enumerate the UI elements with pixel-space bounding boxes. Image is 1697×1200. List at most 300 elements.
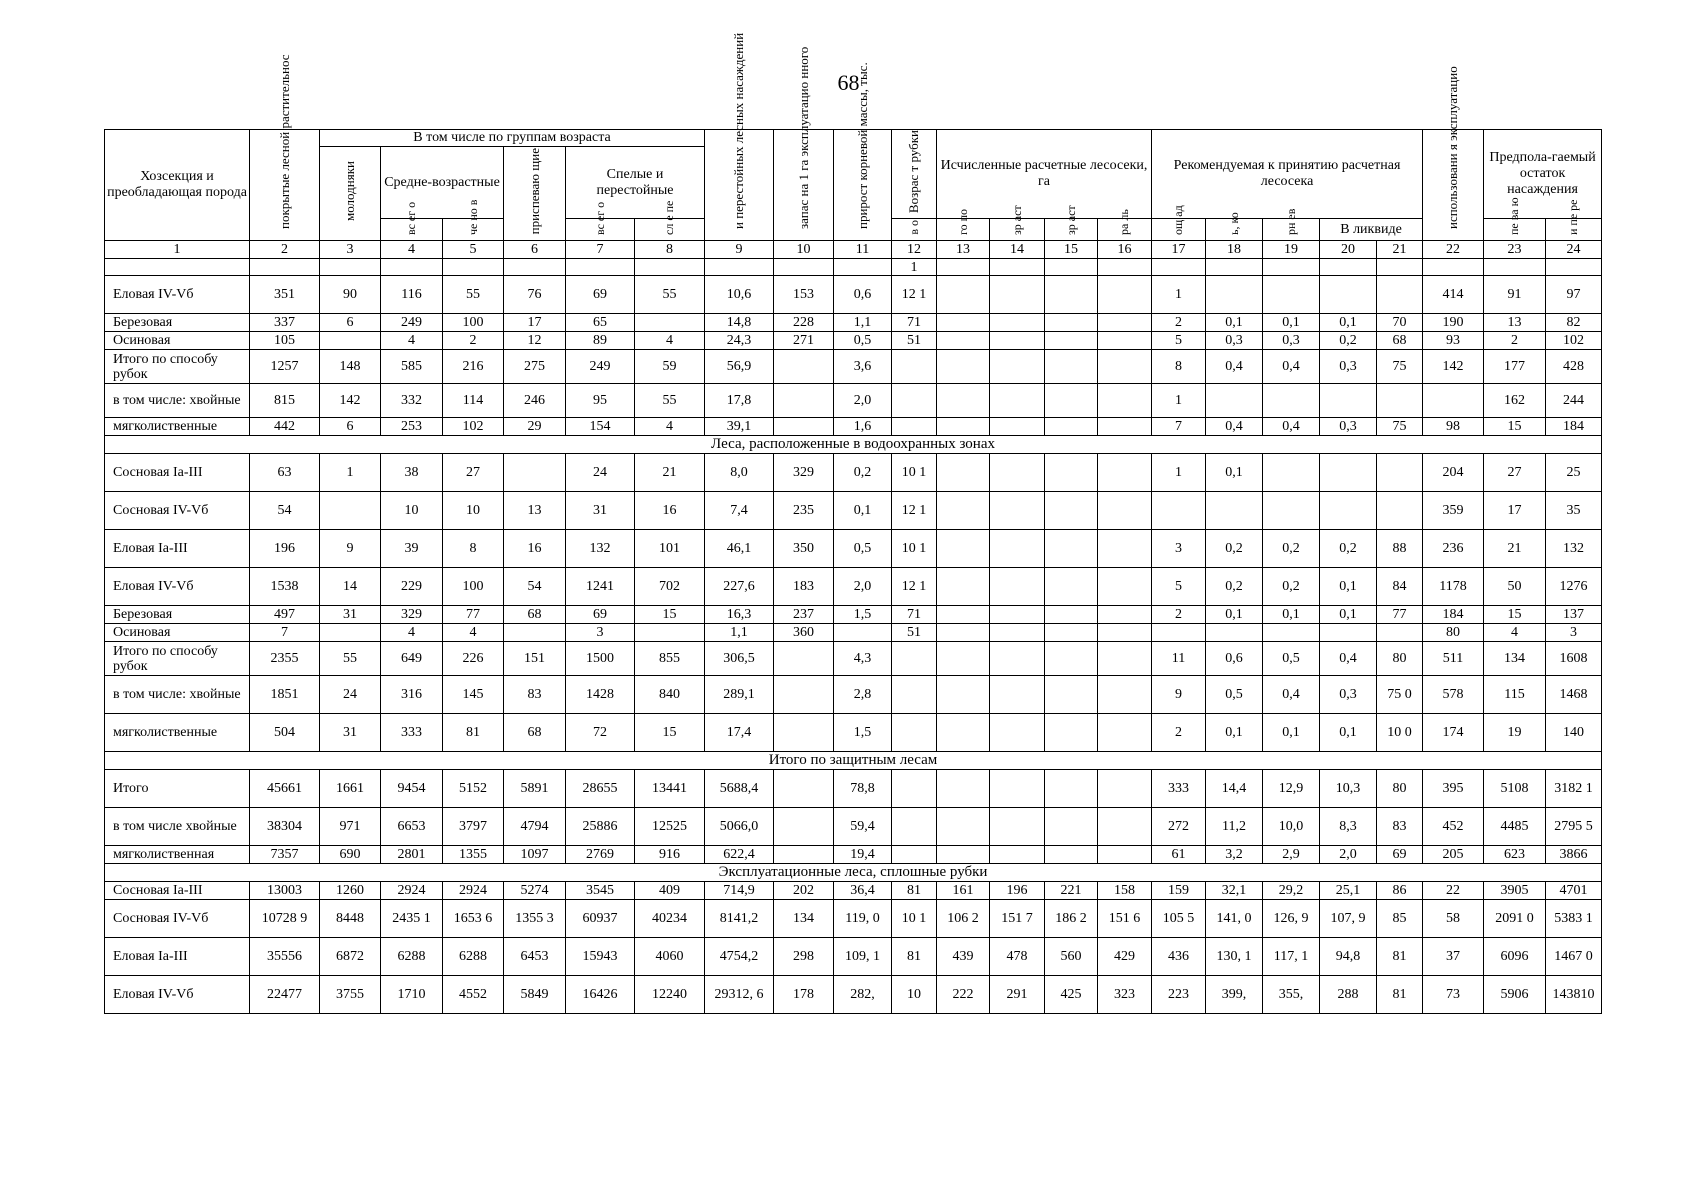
table-cell [1423, 384, 1484, 418]
table-cell [1098, 846, 1152, 864]
table-cell: 69 [566, 276, 635, 314]
table-cell: 246 [504, 384, 566, 418]
table-cell: 2 [1152, 606, 1206, 624]
table-cell: 409 [635, 882, 705, 900]
table-row [105, 314, 1602, 332]
table-cell: 1538 [250, 568, 320, 606]
table-cell: 77 [443, 606, 504, 624]
table-cell [443, 259, 504, 276]
table-cell: 83 [1377, 808, 1423, 846]
table-cell [990, 714, 1045, 752]
table-cell: 55 [635, 276, 705, 314]
table-cell: 55 [443, 276, 504, 314]
table-cell: 272 [1152, 808, 1206, 846]
table-cell: 161 [937, 882, 990, 900]
table-cell: 0,1 [1263, 606, 1320, 624]
table-cell: 690 [320, 846, 381, 864]
header-mature-overmature: Спелые и перестойные [566, 147, 705, 219]
table-cell: 72 [566, 714, 635, 752]
table-cell: 1 [320, 454, 381, 492]
table-cell: 452 [1423, 808, 1484, 846]
table-cell: 1,1 [834, 314, 892, 332]
table-cell: 89 [566, 332, 635, 350]
table-cell: 971 [320, 808, 381, 846]
table-cell [1045, 276, 1098, 314]
table-cell: 109, 1 [834, 938, 892, 976]
table-cell: 95 [566, 384, 635, 418]
table-cell: 174 [1423, 714, 1484, 752]
table-cell: 815 [250, 384, 320, 418]
table-cell: 9 [1152, 676, 1206, 714]
table-cell: 12 [504, 332, 566, 350]
table-cell: 51 [892, 332, 937, 350]
table-cell: 142 [1423, 350, 1484, 384]
table-cell: 1241 [566, 568, 635, 606]
row-label: Сосновая Ia-III [105, 454, 250, 492]
table-cell: 3866 [1546, 846, 1602, 864]
table-cell: 90 [320, 276, 381, 314]
table-cell: 0,1 [1320, 314, 1377, 332]
table-cell: 102 [1546, 332, 1602, 350]
table-cell [1045, 332, 1098, 350]
table-cell: 88 [1377, 530, 1423, 568]
table-cell: 15 [1484, 606, 1546, 624]
table-cell [1320, 384, 1377, 418]
row-label: мягколиственная [105, 846, 250, 864]
table-cell: 289,1 [705, 676, 774, 714]
table-cell: 31 [320, 606, 381, 624]
table-cell: 0,5 [834, 530, 892, 568]
table-cell [1263, 259, 1320, 276]
table-cell: 116 [381, 276, 443, 314]
table-cell: 80 [1377, 770, 1423, 808]
table-cell: 13 [504, 492, 566, 530]
table-row [105, 676, 1602, 714]
table-cell: 5688,4 [705, 770, 774, 808]
row-label: Еловая Ia-III [105, 938, 250, 976]
table-cell: 13003 [250, 882, 320, 900]
table-cell: 4794 [504, 808, 566, 846]
table-cell: 142 [320, 384, 381, 418]
row-label: Итого по способу рубок [105, 350, 250, 384]
header-increment: прирост корневой массы, тыс. [834, 130, 892, 241]
table-cell [990, 846, 1045, 864]
table-cell: 15 [635, 714, 705, 752]
table-cell: 82 [1546, 314, 1602, 332]
row-label: Березовая [105, 314, 250, 332]
table-cell: 0,3 [1263, 332, 1320, 350]
table-cell: 31 [566, 492, 635, 530]
table-cell: 622,4 [705, 846, 774, 864]
table-cell: 2795 5 [1546, 808, 1602, 846]
row-label: Березовая [105, 606, 250, 624]
table-row [105, 976, 1602, 1014]
table-cell: 27 [1484, 454, 1546, 492]
table-cell: 439 [937, 938, 990, 976]
table-cell: 65 [566, 314, 635, 332]
table-cell [1320, 454, 1377, 492]
table-cell: 2924 [381, 882, 443, 900]
table-cell: 151 6 [1098, 900, 1152, 938]
table-cell [990, 314, 1045, 332]
table-cell: 22477 [250, 976, 320, 1014]
table-cell: 12 1 [892, 276, 937, 314]
table-cell: 840 [635, 676, 705, 714]
header-remaining: Предпола-гаемый остаток насаждения [1484, 130, 1602, 219]
table-cell: 0,5 [1206, 676, 1263, 714]
table-cell: 80 [1423, 624, 1484, 642]
table-cell: 249 [381, 314, 443, 332]
table-cell [1045, 808, 1098, 846]
table-row [105, 846, 1602, 864]
table-cell: 228 [774, 314, 834, 332]
table-cell: 94,8 [1320, 938, 1377, 976]
table-cell: 35 [1546, 492, 1602, 530]
table-cell: 10 1 [892, 530, 937, 568]
table-cell: 4 [381, 624, 443, 642]
column-number: 11 [834, 241, 892, 259]
table-cell: 10728 9 [250, 900, 320, 938]
table-cell: 69 [1377, 846, 1423, 864]
table-cell: 0,1 [1263, 714, 1320, 752]
table-cell: 4 [443, 624, 504, 642]
table-cell [1206, 624, 1263, 642]
table-cell [1377, 492, 1423, 530]
table-cell: 54 [504, 568, 566, 606]
table-cell [1098, 384, 1152, 418]
table-cell: 1653 6 [443, 900, 504, 938]
table-cell: 12 1 [892, 492, 937, 530]
column-number: 21 [1377, 241, 1423, 259]
table-cell: 75 [1377, 350, 1423, 384]
table-cell [1377, 276, 1423, 314]
table-cell: 17 [1484, 492, 1546, 530]
table-cell [635, 624, 705, 642]
table-cell: 29312, 6 [705, 976, 774, 1014]
table-cell: 1 [1152, 384, 1206, 418]
table-cell: 4 [381, 332, 443, 350]
table-cell [937, 770, 990, 808]
table-cell [1045, 714, 1098, 752]
row-label: Сосновая Ia-III [105, 882, 250, 900]
table-cell: 10 [443, 492, 504, 530]
table-cell [1206, 492, 1263, 530]
row-label: Еловая Ia-III [105, 530, 250, 568]
table-cell: 25 [1546, 454, 1602, 492]
column-number: 3 [320, 241, 381, 259]
column-number: 2 [250, 241, 320, 259]
table-cell: 216 [443, 350, 504, 384]
header-rem-sub-1: пе ва ю [1484, 219, 1546, 241]
table-cell: 2769 [566, 846, 635, 864]
table-cell: 2,0 [834, 568, 892, 606]
column-number: 6 [504, 241, 566, 259]
column-number: 24 [1546, 241, 1602, 259]
table-cell: 107, 9 [1320, 900, 1377, 938]
table-cell: 497 [250, 606, 320, 624]
table-cell: 93 [1423, 332, 1484, 350]
table-cell [1045, 530, 1098, 568]
table-cell: 0,4 [1263, 350, 1320, 384]
table-cell: 4,3 [834, 642, 892, 676]
table-cell: 6096 [1484, 938, 1546, 976]
table-cell: 2091 0 [1484, 900, 1546, 938]
table-cell: 395 [1423, 770, 1484, 808]
column-number: 17 [1152, 241, 1206, 259]
table-cell: 282, [834, 976, 892, 1014]
row-label: Еловая IV-Vб [105, 276, 250, 314]
table-cell: 333 [381, 714, 443, 752]
table-cell [937, 350, 990, 384]
table-row [105, 882, 1602, 900]
table-cell: 81 [443, 714, 504, 752]
section-title-row [105, 752, 1602, 770]
table-cell [990, 642, 1045, 676]
table-cell: 85 [1377, 900, 1423, 938]
column-number: 18 [1206, 241, 1263, 259]
section-title: Итого по защитным лесам [105, 752, 1602, 770]
table-cell: 6 [320, 418, 381, 436]
table-cell: 13441 [635, 770, 705, 808]
header-stock-per-ha: запас на 1 га эксплуатацио нного [774, 130, 834, 241]
table-cell: 5849 [504, 976, 566, 1014]
table-cell [705, 259, 774, 276]
table-cell: 73 [1423, 976, 1484, 1014]
table-cell [1320, 624, 1377, 642]
table-cell: 100 [443, 568, 504, 606]
table-cell: 329 [774, 454, 834, 492]
table-cell: 2 [1152, 314, 1206, 332]
table-cell: 4 [1484, 624, 1546, 642]
table-cell [1045, 606, 1098, 624]
table-cell: 16426 [566, 976, 635, 1014]
table-cell [774, 846, 834, 864]
table-cell [834, 624, 892, 642]
header-cutting-age: Возрас т рубки [892, 130, 937, 219]
table-cell: 360 [774, 624, 834, 642]
table-cell: 0,1 [1206, 714, 1263, 752]
table-cell: 205 [1423, 846, 1484, 864]
table-cell [892, 676, 937, 714]
table-cell: 24 [320, 676, 381, 714]
header-recommended-cutting: Рекомендуемая к принятию расчетная лесосека [1152, 130, 1423, 219]
table-cell [937, 530, 990, 568]
table-cell: 59 [635, 350, 705, 384]
row-label: мягколиственные [105, 418, 250, 436]
table-cell: 11 [1152, 642, 1206, 676]
table-cell: 17 [504, 314, 566, 332]
table-cell: 81 [1377, 976, 1423, 1014]
table-cell: 32,1 [1206, 882, 1263, 900]
table-cell [1152, 259, 1206, 276]
table-row [105, 624, 1602, 642]
table-cell: 39,1 [705, 418, 774, 436]
column-number: 5 [443, 241, 504, 259]
table-cell: 56,9 [705, 350, 774, 384]
table-cell [1045, 568, 1098, 606]
header-ripening: приспеваю щие [504, 147, 566, 241]
table-cell [1045, 314, 1098, 332]
table-row [105, 454, 1602, 492]
row-label: Итого по способу рубок [105, 642, 250, 676]
table-cell: 0,1 [1206, 314, 1263, 332]
table-cell: 27 [443, 454, 504, 492]
table-cell [1263, 624, 1320, 642]
table-cell [1045, 846, 1098, 864]
table-cell [990, 770, 1045, 808]
header-middle-aged: Средне-возрастные [381, 147, 504, 219]
table-cell: 3 [566, 624, 635, 642]
table-cell: 4754,2 [705, 938, 774, 976]
table-cell: 3,2 [1206, 846, 1263, 864]
table-row [105, 938, 1602, 976]
table-cell: 68 [1377, 332, 1423, 350]
section-title-row [105, 864, 1602, 882]
table-cell [1098, 606, 1152, 624]
table-row [105, 606, 1602, 624]
table-cell: 2 [1152, 714, 1206, 752]
table-cell [1320, 259, 1377, 276]
table-cell: 162 [1484, 384, 1546, 418]
table-cell: 134 [1484, 642, 1546, 676]
table-cell: 291 [990, 976, 1045, 1014]
table-cell: 511 [1423, 642, 1484, 676]
table-cell [1320, 276, 1377, 314]
table-cell: 235 [774, 492, 834, 530]
table-cell [1263, 492, 1320, 530]
table-cell [990, 259, 1045, 276]
table-cell: 351 [250, 276, 320, 314]
table-cell [250, 259, 320, 276]
table-cell [1045, 259, 1098, 276]
table-cell: 1,1 [705, 624, 774, 642]
table-cell: 359 [1423, 492, 1484, 530]
table-cell: 6872 [320, 938, 381, 976]
table-cell: 323 [1098, 976, 1152, 1014]
table-cell: 332 [381, 384, 443, 418]
table-cell: 1257 [250, 350, 320, 384]
row-label: в том числе хвойные [105, 808, 250, 846]
table-row [105, 900, 1602, 938]
table-cell: 0,5 [1263, 642, 1320, 676]
table-cell: 2,0 [834, 384, 892, 418]
table-cell [774, 384, 834, 418]
table-cell [774, 676, 834, 714]
table-cell [937, 384, 990, 418]
table-cell: 271 [774, 332, 834, 350]
table-cell: 316 [381, 676, 443, 714]
table-cell [774, 418, 834, 436]
table-cell [937, 808, 990, 846]
table-cell [990, 332, 1045, 350]
table-cell: 19,4 [834, 846, 892, 864]
table-cell: 151 7 [990, 900, 1045, 938]
table-cell: 0,2 [1206, 530, 1263, 568]
table-cell: 137 [1546, 606, 1602, 624]
table-cell: 623 [1484, 846, 1546, 864]
page-number: 68 [837, 70, 860, 95]
table-cell [1098, 676, 1152, 714]
table-cell [937, 714, 990, 752]
table-cell [320, 492, 381, 530]
table-row [105, 350, 1602, 384]
table-cell: 1 [1152, 276, 1206, 314]
table-cell: 0,1 [834, 492, 892, 530]
table-cell: 3182 1 [1546, 770, 1602, 808]
table-cell [1546, 259, 1602, 276]
table-cell: 101 [635, 530, 705, 568]
table-cell: 0,2 [1263, 568, 1320, 606]
table-cell: 83 [504, 676, 566, 714]
table-cell: 12240 [635, 976, 705, 1014]
table-cell: 132 [566, 530, 635, 568]
table-cell [774, 259, 834, 276]
header-rem-sub-2: и пе ре [1546, 219, 1602, 241]
table-cell [1098, 492, 1152, 530]
table-cell: 0,3 [1206, 332, 1263, 350]
table-cell: 151 [504, 642, 566, 676]
table-cell: 429 [1098, 938, 1152, 976]
table-cell: 1 [1152, 454, 1206, 492]
table-cell: 3 [1546, 624, 1602, 642]
table-cell: 22 [1423, 882, 1484, 900]
column-number: 16 [1098, 241, 1152, 259]
table-cell: 1 [892, 259, 937, 276]
table-cell [937, 276, 990, 314]
row-label: Еловая IV-Vб [105, 976, 250, 1014]
table-cell: 16,3 [705, 606, 774, 624]
row-label: Осиновая [105, 624, 250, 642]
table-cell: 196 [250, 530, 320, 568]
table-cell: 84 [1377, 568, 1423, 606]
table-cell [990, 454, 1045, 492]
table-cell: 0,2 [1320, 530, 1377, 568]
table-cell: 114 [443, 384, 504, 418]
table-cell [1045, 350, 1098, 384]
table-cell: 1355 3 [504, 900, 566, 938]
table-cell: 1355 [443, 846, 504, 864]
table-cell: 9454 [381, 770, 443, 808]
table-cell: 204 [1423, 454, 1484, 492]
table-cell [937, 846, 990, 864]
table-cell [1098, 808, 1152, 846]
table-cell: 399, [1206, 976, 1263, 1014]
table-cell: 5152 [443, 770, 504, 808]
table-cell: 46,1 [705, 530, 774, 568]
table-cell: 31 [320, 714, 381, 752]
table-cell: 10 1 [892, 900, 937, 938]
table-cell: 0,2 [1263, 530, 1320, 568]
table-cell: 227,6 [705, 568, 774, 606]
table-cell: 1661 [320, 770, 381, 808]
column-number: 14 [990, 241, 1045, 259]
table-cell: 21 [635, 454, 705, 492]
table-cell [1098, 714, 1152, 752]
table-cell: 222 [937, 976, 990, 1014]
table-cell [990, 350, 1045, 384]
table-cell [990, 276, 1045, 314]
table-cell: 91 [1484, 276, 1546, 314]
header-covered-area: покрытые лесной растительнос [250, 130, 320, 241]
table-cell: 578 [1423, 676, 1484, 714]
table-cell: 6 [320, 314, 381, 332]
table-cell: 436 [1152, 938, 1206, 976]
table-cell: 71 [892, 314, 937, 332]
table-cell [892, 846, 937, 864]
table-cell: 0,2 [1206, 568, 1263, 606]
table-cell: 2,0 [1320, 846, 1377, 864]
table-cell: 10,3 [1320, 770, 1377, 808]
